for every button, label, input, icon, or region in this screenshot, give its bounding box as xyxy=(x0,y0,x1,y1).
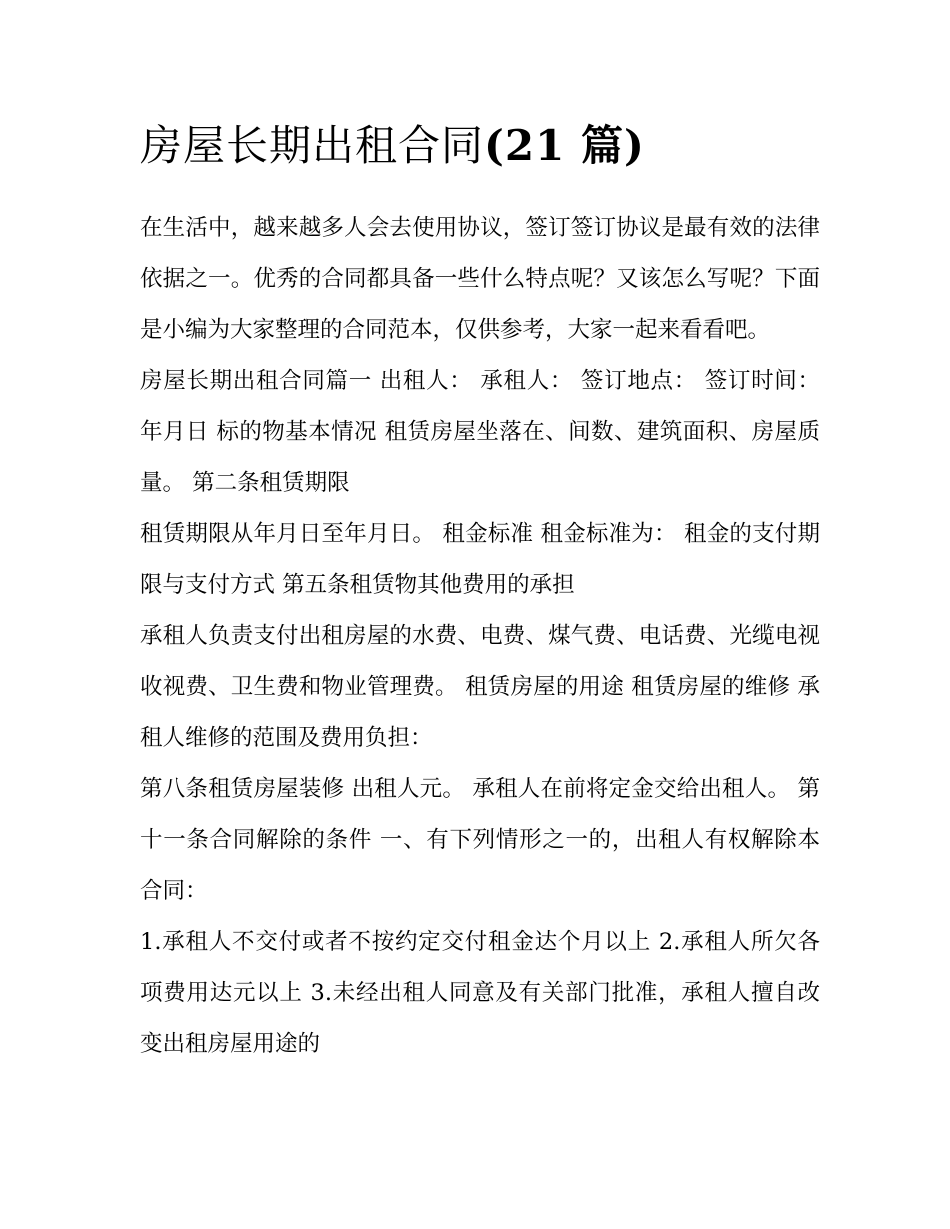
contract-paragraph: 房屋长期出租合同篇一 出租人： 承租人： 签订地点： 签订时间：年月日 标的物基本情况 租赁房屋坐落在、间数、建筑面积、房屋质量。 第二条租赁期限 xyxy=(140,368,820,496)
document-title-main: 房屋长期出租合同 xyxy=(140,121,485,170)
document-title-suffix: (21 篇) xyxy=(484,121,645,170)
contract-paragraph: 租赁期限从年月日至年月日。 租金标准 租金标准为： 租金的支付期限与支付方式 第五条租赁物其他费用的承担 xyxy=(140,521,820,598)
intro-paragraph: 在生活中，越来越多人会去使用协议，签订签订协议是最有效的法律依据之一。优秀的合同都具备一些什么特点呢？又该怎么写呢？下面是小编为大家整理的合同范本，仅供参考，大家一起来看看吧。 xyxy=(140,215,820,343)
contract-paragraph: 承租人负责支付出租房屋的水费、电费、煤气费、电话费、光缆电视收视费、卫生费和物业管理费。 租赁房屋的用途 租赁房屋的维修 承租人维修的范围及费用负担： xyxy=(140,623,820,751)
contract-paragraph: 1.承租人不交付或者不按约定交付租金达个月以上 2.承租人所欠各项费用达元以上 3.未经出租人同意及有关部门批准，承租人擅自改变出租房屋用途的 xyxy=(140,929,820,1057)
document-title xyxy=(140,113,820,179)
document-page xyxy=(140,113,820,1070)
contract-paragraph: 第八条租赁房屋装修 出租人元。 承租人在前将定金交给出租人。 第十一条合同解除的条件 一、有下列情形之一的，出租人有权解除本合同： xyxy=(140,776,820,904)
